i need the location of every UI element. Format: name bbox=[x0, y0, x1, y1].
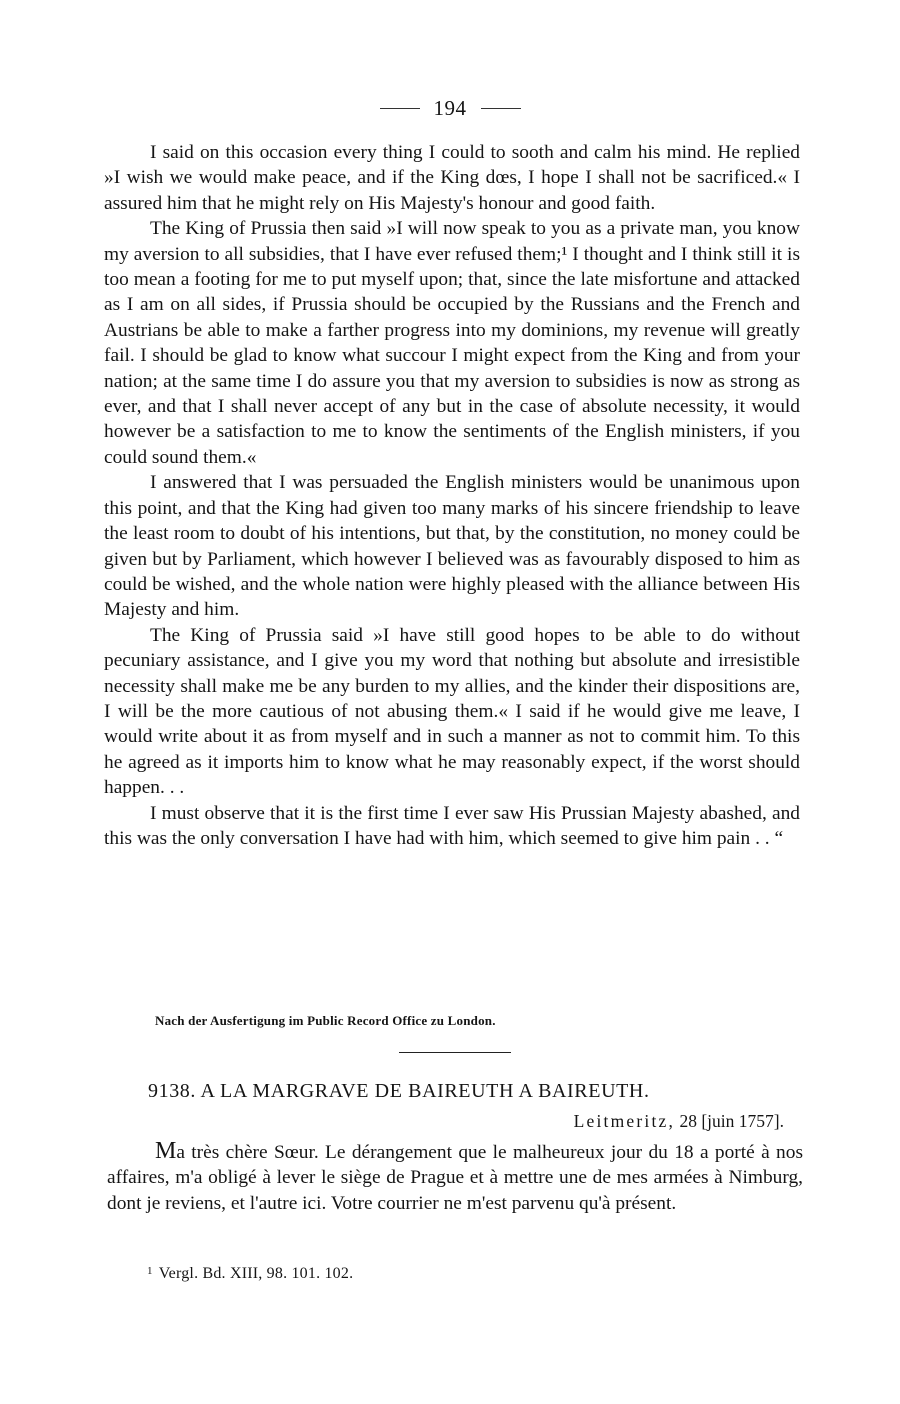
page-header bbox=[0, 96, 900, 121]
letter-paragraph bbox=[107, 1139, 803, 1216]
paragraph-2: The King of Prussia then said »I will now speak to you as a private man, you know my aversion to all subsidies, that I have ever refused them;¹ I thought and I think still it is too mean a footing for me to put myself upon; that, since the late misfortune and attacked as I am on all sides, if Prussia should be occupied by the Russians and the French and Austrians be able to make a farther progress into my dominions, my revenue will greatly fail. I should be glad to know what succour I might expect from the King and from your nation; at the same time I do assure you that my aversion to subsidies is now as strong as ever, and that I shall never accept of any but in the case of absolute necessity, it would however be a satisfaction to me to know the sentiments of the English ministers, if you could sound them.« bbox=[104, 218, 800, 468]
report-body bbox=[104, 140, 800, 851]
paragraph-4: The King of Prussia said »I have still good hopes to be able to do without pecuniary assistance, and I give you my word that nothing but absolute and irresistible necessity shall make me be any burden to my allies, and the kinder their dispositions are, I will be the more cautious of not abusing them.« I said if he would give me leave, I would write about it as from myself and in such a manner as not to commit him. To this he agreed as it imports him to know what he may reasonably expect, if the worst should happen. . . bbox=[104, 624, 800, 799]
paragraph-1: I said on this occasion every thing I could to sooth and calm his mind. He replied »I wish we would make peace, and if the King dœs, I hope I shall not be sacrificed.« I assured him that he might rely on His Majesty's honour and good faith. bbox=[104, 142, 800, 214]
dateline-date: 28 [juin 1757]. bbox=[679, 1111, 784, 1131]
footnote-text: Vergl. Bd. XIII, 98. 101. 102. bbox=[158, 1265, 354, 1282]
dateline-place: Leitmeritz, bbox=[573, 1111, 676, 1131]
header-rule-left bbox=[380, 108, 420, 109]
letter-body bbox=[107, 1139, 803, 1216]
source-note: Nach der Ausfertigung im Public Record Office zu London. bbox=[155, 1013, 496, 1028]
salutation-initial: M bbox=[155, 1138, 177, 1164]
letter-dateline bbox=[574, 1111, 784, 1132]
header-rule-right bbox=[481, 108, 521, 109]
footnote-mark: 1 bbox=[147, 1265, 153, 1277]
letter-text: a très chère Sœur. Le dérangement que le malheureux jour du 18 a porté à nos affaires, m'a obligé à lever le siège de Prague et à mettre une de mes armées à Nimburg, dont je reviens, et l'autre ici. Votre courrier ne m'est parvenu qu'à présent. bbox=[107, 1142, 803, 1214]
section-divider bbox=[399, 1052, 511, 1053]
letter-heading: 9138. A LA MARGRAVE DE BAIREUTH A BAIREUTH. bbox=[148, 1080, 650, 1102]
footnote bbox=[147, 1265, 353, 1283]
paragraph-3: I answered that I was persuaded the English ministers would be unanimous upon this point, and that the King had given too many marks of his sincere friendship to leave the least room to doubt of his intentions, but that, by the constitution, no money could be given but by Parliament, which however I believed was as favourably disposed to him as could be wished, and the whole nation were highly pleased with the alliance between His Majesty and him. bbox=[104, 472, 800, 621]
paragraph-5: I must observe that it is the first time I ever saw His Prussian Majesty abashed, and this was the only conversation I have had with him, which seemed to give him pain . . “ bbox=[104, 802, 800, 849]
page-number: 194 bbox=[433, 96, 467, 120]
